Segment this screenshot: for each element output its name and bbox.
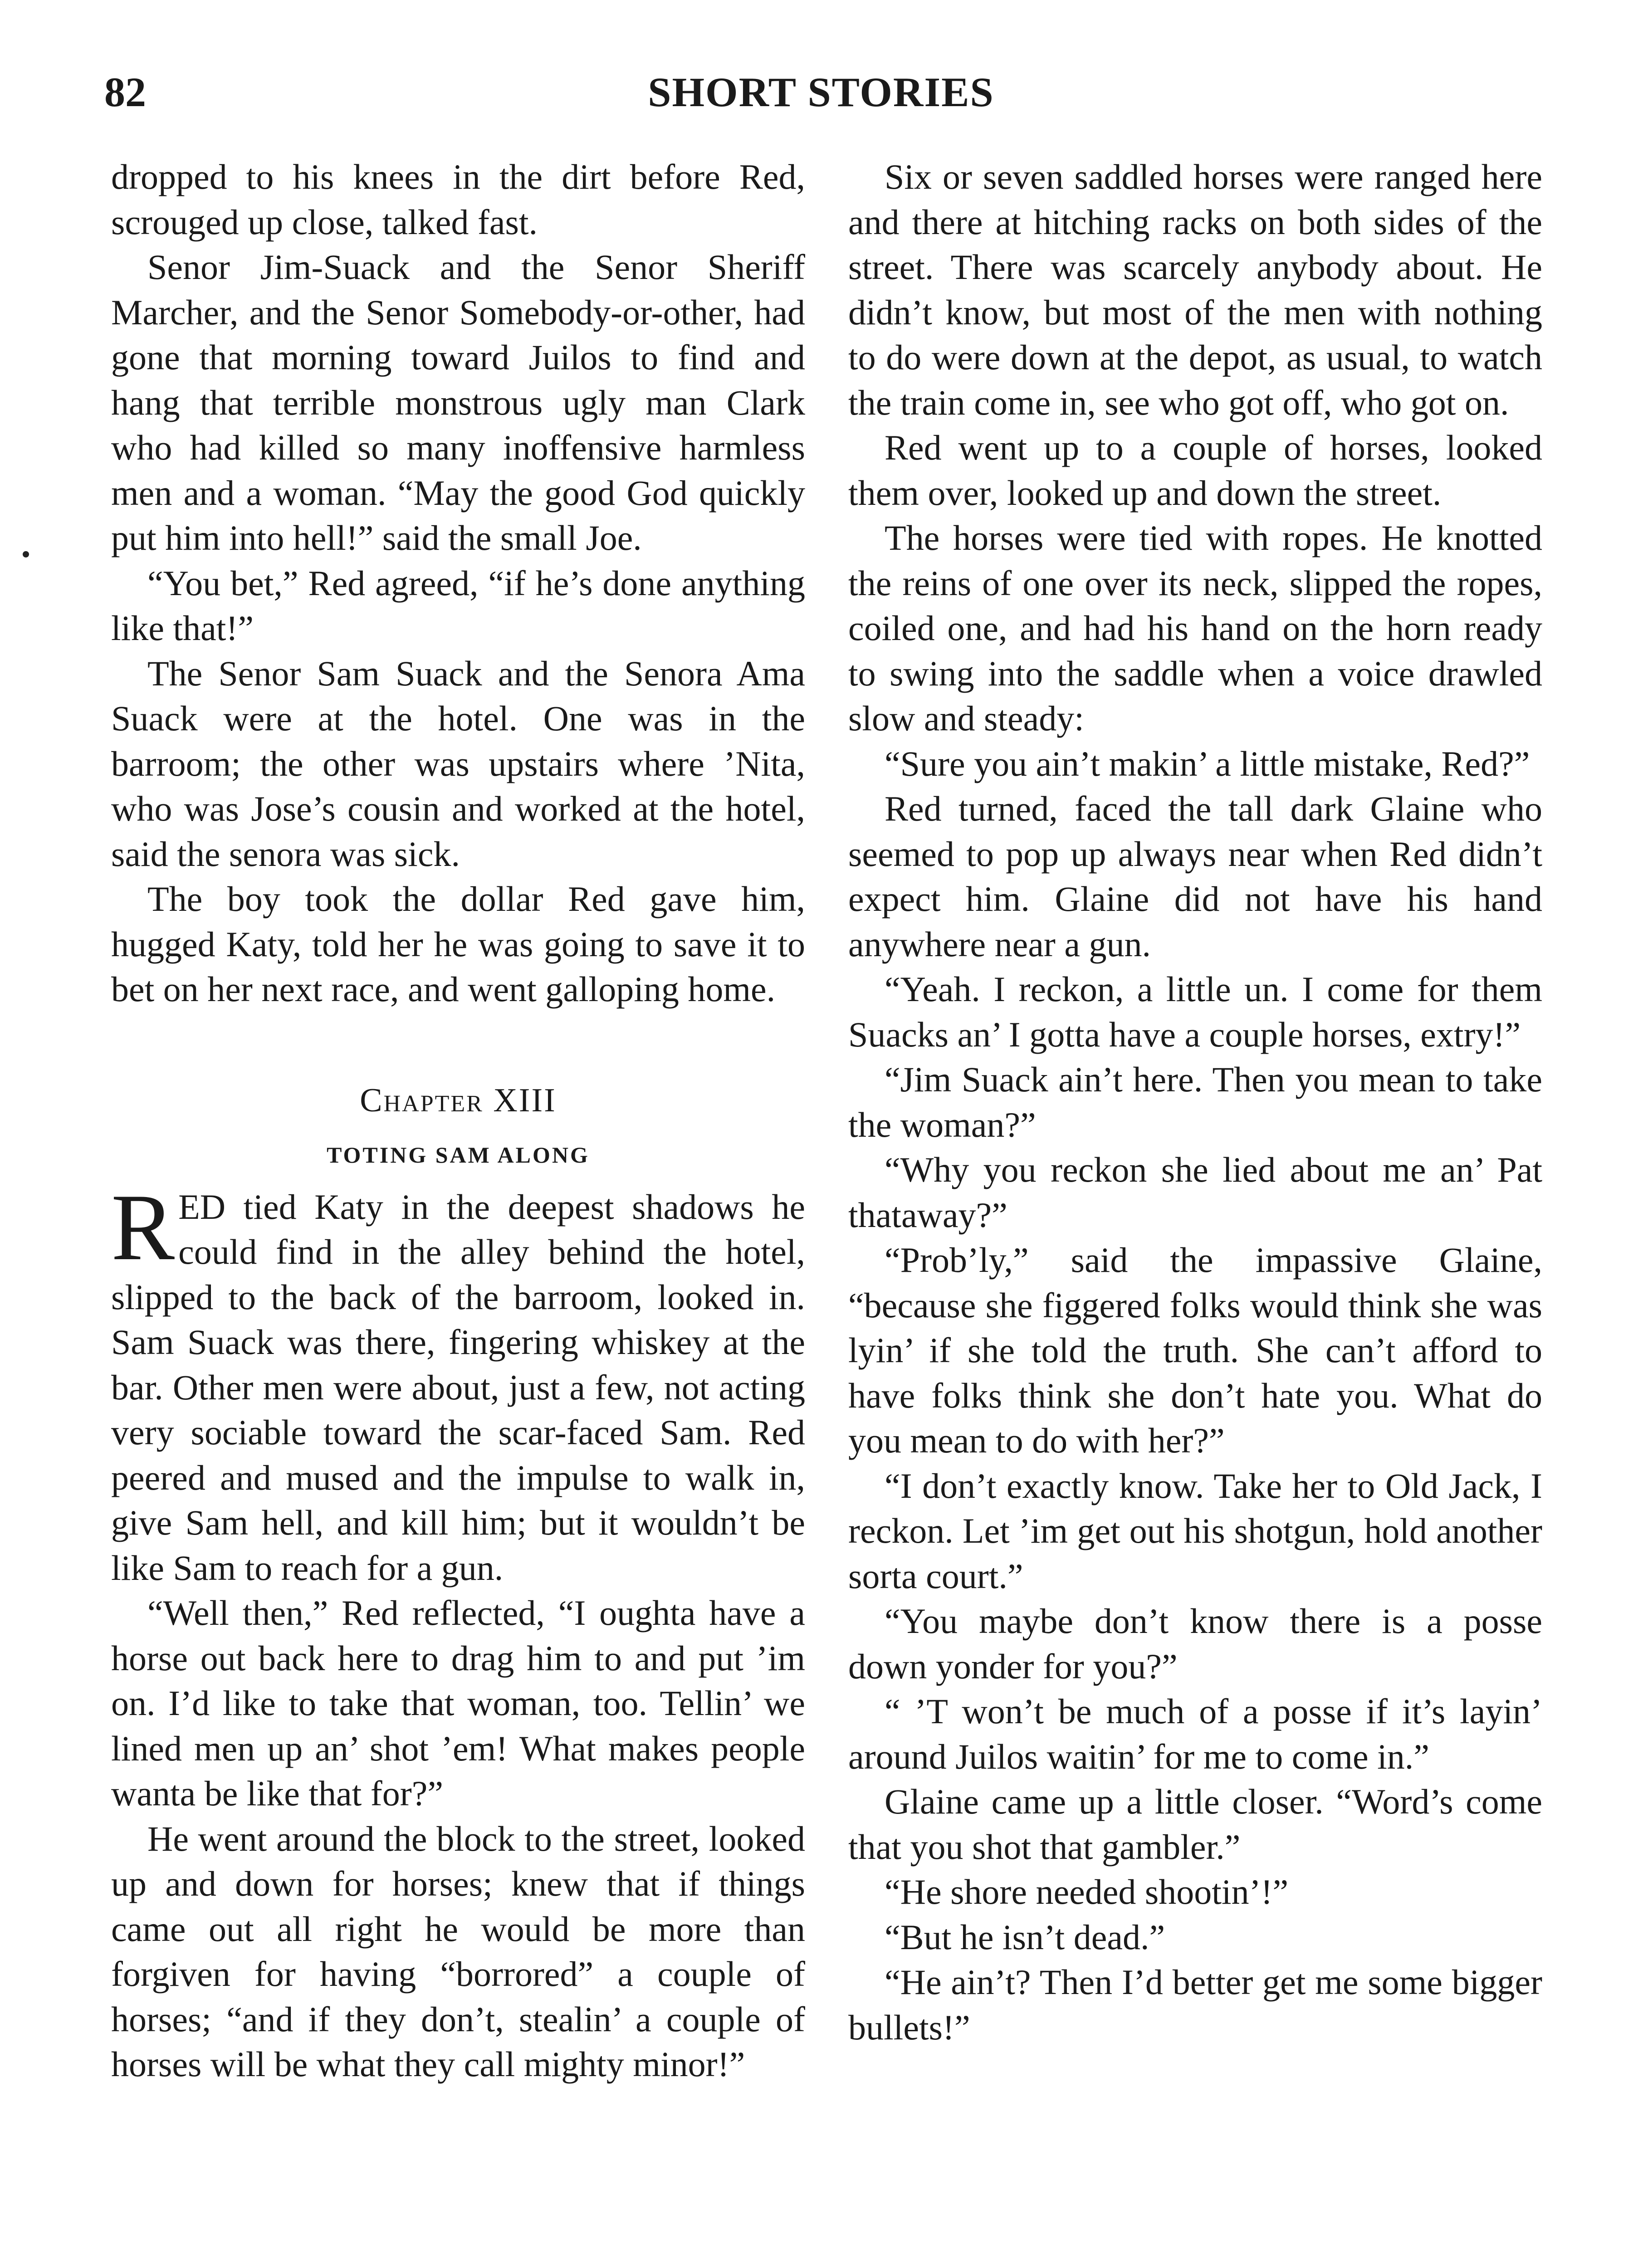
paragraph: He went around the block to the street, looked up and down for horses; knew that if things came out all right he would be more than forgiven for having “borrored” a couple of horses; “and if they don’t, stealin’ a couple of horses will be what they call mighty minor!” <box>111 1818 805 2084</box>
paragraph: Senor Jim-Suack and the Senor Sheriff Marcher, and the Senor Somebody-or-other, had gone that morning toward Juilos to find and hang that terrible monstrous ugly man Clark who had killed so many inoffensive harmless men and a woman. “May the good God quickly put him into hell!” said the small Joe. <box>111 247 805 557</box>
paragraph: “But he isn’t dead.” <box>885 1917 1165 1957</box>
paragraph: “You bet,” Red agreed, “if he’s done anything like that!” <box>111 563 805 648</box>
paragraph: The Senor Sam Suack and the Senora Ama Suack were at the hotel. One was in the barroom; the other was upstairs where ’Nita, who was Jose’s cousin and worked at the hotel, said the senora was sick. <box>111 653 805 874</box>
paragraph: The horses were tied with ropes. He knotted the reins of one over its neck, slipped the ropes, coiled one, and had his hand on the horn ready to swing into the saddle when a voice drawled slow and steady: <box>848 518 1542 738</box>
chapter-subtitle: TOTING SAM ALONG <box>327 1142 590 1168</box>
chapter-opening-paragraph <box>111 1174 805 1591</box>
page-number: 82 <box>104 69 146 115</box>
chapter-number: XIII <box>493 1081 557 1119</box>
paragraph: Red went up to a couple of horses, looked them over, looked up and down the street. <box>848 428 1542 513</box>
paragraph-text: ED tied Katy in the deepest shadows he could find in the alley behind the hotel, slipped to the back of the barroom, looked in. Sam Suack was there, fingering whiskey at the bar. Other men were about, just a few, not acting very sociable toward the scar-faced Sam. Red peered and mused and the impulse to walk in, give Sam hell, and kill him; but it wouldn’t be like Sam to reach for a gun. <box>111 1187 805 1588</box>
chapter-label: Chapter <box>360 1081 484 1119</box>
page-header <box>104 68 1538 122</box>
paragraph: Six or seven saddled horses were ranged here and there at hitching racks on both sides of the street. There was scarcely anybody about. He didn’t know, but most of the men with nothing to do were down at the depot, as usual, to watch the train come in, see who got off, who got on. <box>848 157 1542 422</box>
drop-cap: R <box>111 1174 175 1280</box>
paragraph: “Sure you ain’t makin’ a little mistake, Red?” <box>885 743 1530 783</box>
paragraph: “Yeah. I reckon, a little un. I come for them Suacks an’ I gotta have a couple horses, extry!” <box>848 969 1542 1054</box>
left-column <box>111 154 805 2087</box>
paragraph: “I don’t exactly know. Take her to Old Jack, I reckon. Let ’im get out his shotgun, hold another sorta court.” <box>848 1466 1542 1596</box>
paragraph: dropped to his knees in the dirt before Red, scrouged up close, talked fast. <box>111 157 805 242</box>
paragraph: “Prob’ly,” said the impassive Glaine, “because she figgered folks would think she was lyin’ if she told the truth. She can’t afford to have folks think she don’t hate you. What do you mean to do with her?” <box>848 1240 1542 1460</box>
paragraph: “He shore needed shootin’!” <box>885 1872 1289 1911</box>
paragraph: The boy took the dollar Red gave him, hugged Katy, told her he was going to save it to bet on her next race, and went galloping home. <box>111 879 805 1009</box>
running-head: SHORT STORIES <box>648 69 994 115</box>
paragraph: “Well then,” Red reflected, “I oughta have a horse out back here to drag him to and put ’im on. I’d like to take that woman, too. Tellin’ we lined men up an’ shot ’em! What makes people wanta be like that for?” <box>111 1593 805 1813</box>
paragraph: “Jim Suack ain’t here. Then you mean to take the woman?” <box>848 1060 1542 1144</box>
paragraph: Red turned, faced the tall dark Glaine who seemed to pop up always near when Red didn’t expect him. Glaine did not have his hand anywhere near a gun. <box>848 789 1542 964</box>
paragraph: Glaine came up a little closer. “Word’s come that you shot that gambler.” <box>848 1782 1542 1867</box>
paragraph: “He ain’t? Then I’d better get me some bigger bullets!” <box>848 1962 1542 2047</box>
paragraph: “You maybe don’t know there is a posse down yonder for you?” <box>848 1601 1542 1686</box>
paragraph: “Why you reckon she lied about me an’ Pat thataway?” <box>848 1150 1542 1235</box>
chapter-title <box>111 1080 805 1121</box>
margin-dot <box>23 551 29 557</box>
paragraph: “ ’T won’t be much of a posse if it’s layin’ around Juilos waitin’ for me to come in.” <box>848 1691 1542 1776</box>
right-column <box>848 154 1542 2050</box>
